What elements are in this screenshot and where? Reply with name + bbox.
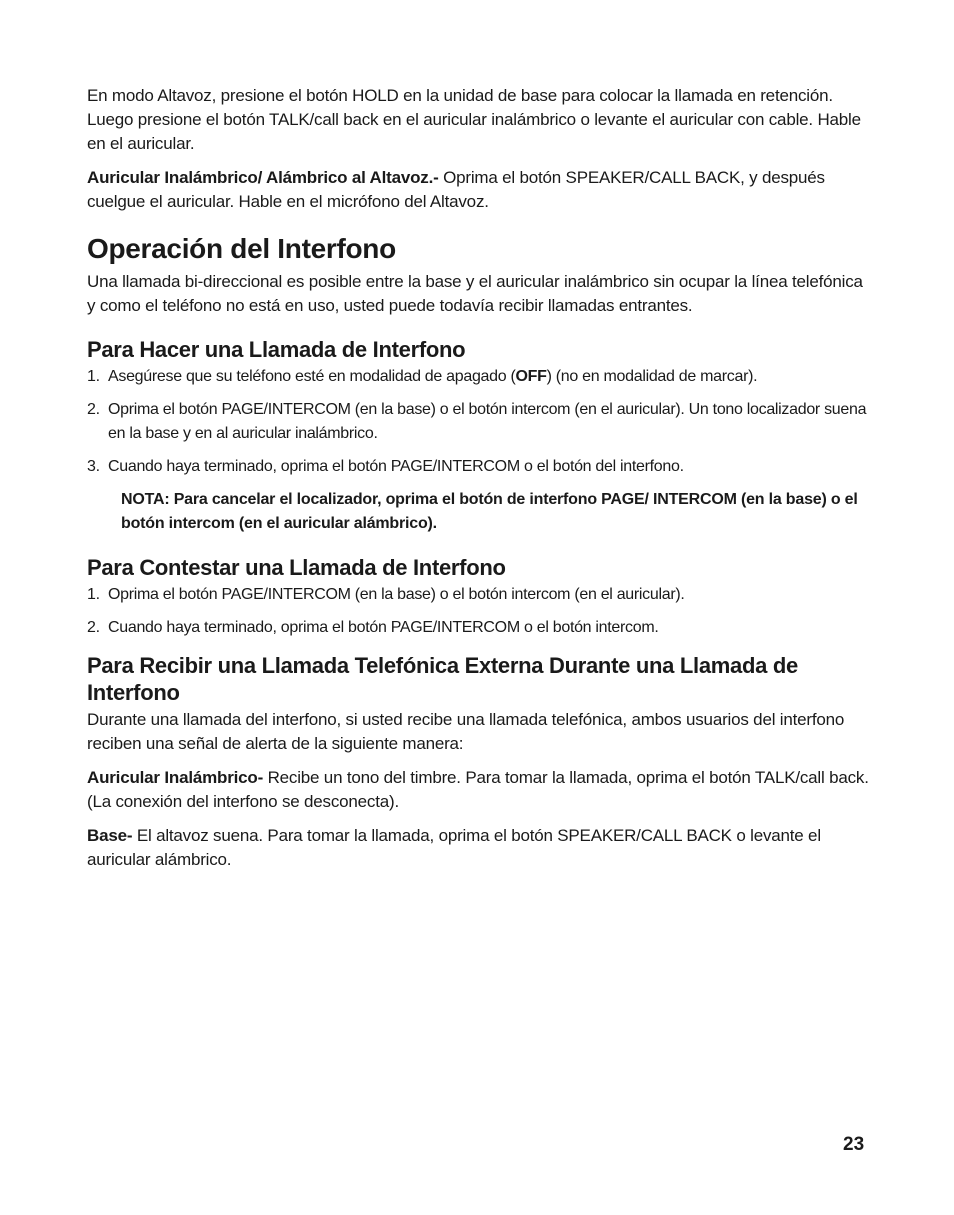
speaker-label: Auricular Inalámbrico/ Alámbrico al Altavoz.- bbox=[87, 168, 439, 187]
manual-page bbox=[87, 84, 872, 872]
step-number: 3. bbox=[87, 458, 100, 475]
answer-call-steps bbox=[87, 583, 872, 640]
step-text: Cuando haya terminado, oprima el botón PAGE/INTERCOM o el botón intercom. bbox=[108, 619, 659, 636]
make-call-step-2 bbox=[87, 398, 872, 446]
step-number: 2. bbox=[87, 401, 100, 418]
answer-call-step-2 bbox=[87, 616, 872, 640]
intro-paragraph-speaker bbox=[87, 166, 872, 214]
external-call-handset bbox=[87, 766, 872, 814]
speaker-text: Oprima el botón SPEAKER/CALL BACK, y después cuelgue el auricular. Hable en el micrófono del Altavoz. bbox=[87, 168, 825, 211]
step-number: 2. bbox=[87, 619, 100, 636]
step-text: Asegúrese que su teléfono esté en modalidad de apagado ( bbox=[108, 368, 516, 385]
external-call-heading: Para Recibir una Llamada Telefónica Externa Durante una Llamada de Interfono bbox=[87, 653, 798, 705]
page-number: 23 bbox=[843, 1134, 865, 1155]
step-text: Cuando haya terminado, oprima el botón PAGE/INTERCOM o el botón del interfono. bbox=[108, 458, 684, 475]
make-call-note: NOTA: Para cancelar el localizador, oprima el botón de interfono PAGE/ INTERCOM (en la base) o el botón intercom (en el auricular alámbrico). bbox=[121, 491, 858, 532]
external-call-intro: Durante una llamada del interfono, si usted recibe una llamada telefónica, ambos usuarios del interfono reciben una señal de alerta de la siguiente manera: bbox=[87, 710, 845, 753]
base-label: Base- bbox=[87, 826, 133, 845]
section-title: Operación del Interfono bbox=[87, 233, 396, 264]
make-call-heading: Para Hacer una Llamada de Interfono bbox=[87, 337, 466, 362]
make-call-step-1 bbox=[87, 365, 872, 389]
step-bold-off: OFF bbox=[515, 368, 547, 385]
answer-call-heading: Para Contestar una Llamada de Interfono bbox=[87, 555, 506, 580]
step-text: Oprima el botón PAGE/INTERCOM (en la base) o el botón intercom (en el auricular). bbox=[108, 586, 685, 603]
step-text: ) (no en modalidad de marcar). bbox=[546, 368, 758, 385]
step-text: Oprima el botón PAGE/INTERCOM (en la base) o el botón intercom (en el auricular). Un tono localizador suena en la base y en al auricular inalámbrico. bbox=[108, 401, 867, 442]
step-number: 1. bbox=[87, 586, 100, 603]
make-call-step-3 bbox=[87, 455, 872, 479]
answer-call-step-1 bbox=[87, 583, 872, 607]
intro-paragraph-hold: En modo Altavoz, presione el botón HOLD en la unidad de base para colocar la llamada en retención. Luego presione el botón TALK/call back en el auricular inalámbrico o levante el auricular con cable. Hable en el auricular. bbox=[87, 86, 861, 153]
handset-text: Recibe un tono del timbre. Para tomar la llamada, oprima el botón TALK/call back. (La conexión del interfono se desconecta). bbox=[87, 768, 869, 811]
external-call-base bbox=[87, 824, 872, 872]
step-number: 1. bbox=[87, 368, 100, 385]
make-call-steps bbox=[87, 365, 872, 479]
base-text: El altavoz suena. Para tomar la llamada, oprima el botón SPEAKER/CALL BACK o levante el auricular alámbrico. bbox=[87, 826, 821, 869]
handset-label: Auricular Inalámbrico- bbox=[87, 768, 264, 787]
section-intro: Una llamada bi-direccional es posible entre la base y el auricular inalámbrico sin ocupar la línea telefónica y como el teléfono no está en uso, usted puede todavía recibir llamadas entrantes. bbox=[87, 272, 863, 315]
